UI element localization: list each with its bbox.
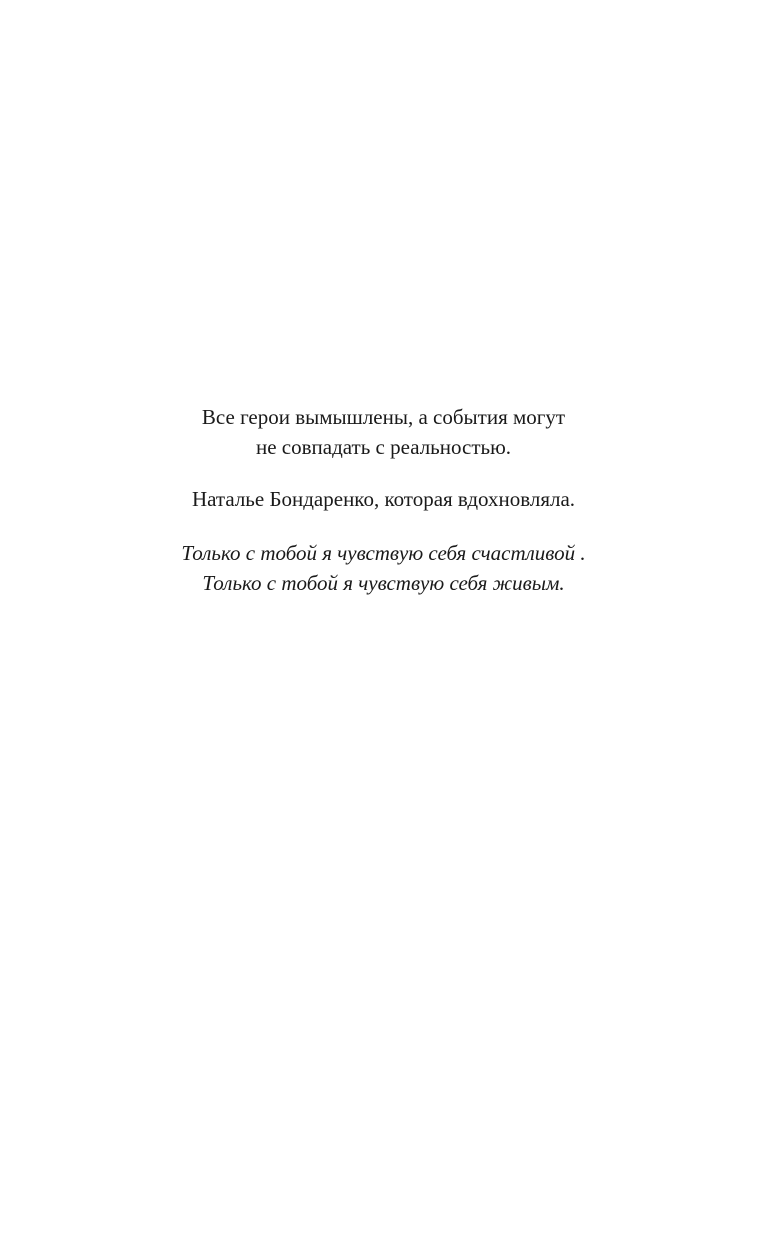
epigraph-line-2: Только с тобой я чувствую себя живым. — [202, 571, 565, 595]
dedication-text: Наталье Бондаренко, которая вдохновляла. — [191, 487, 576, 511]
epigraph-line-1: Только с тобой я чувствую себя счастливой . — [181, 541, 586, 565]
dedication — [0, 484, 767, 514]
epigraph — [0, 538, 767, 598]
disclaimer — [0, 402, 767, 462]
disclaimer-line-2: не совпадать с реальностью. — [255, 435, 512, 459]
disclaimer-line-1: Все герои вымышлены, а события могут — [201, 405, 566, 429]
